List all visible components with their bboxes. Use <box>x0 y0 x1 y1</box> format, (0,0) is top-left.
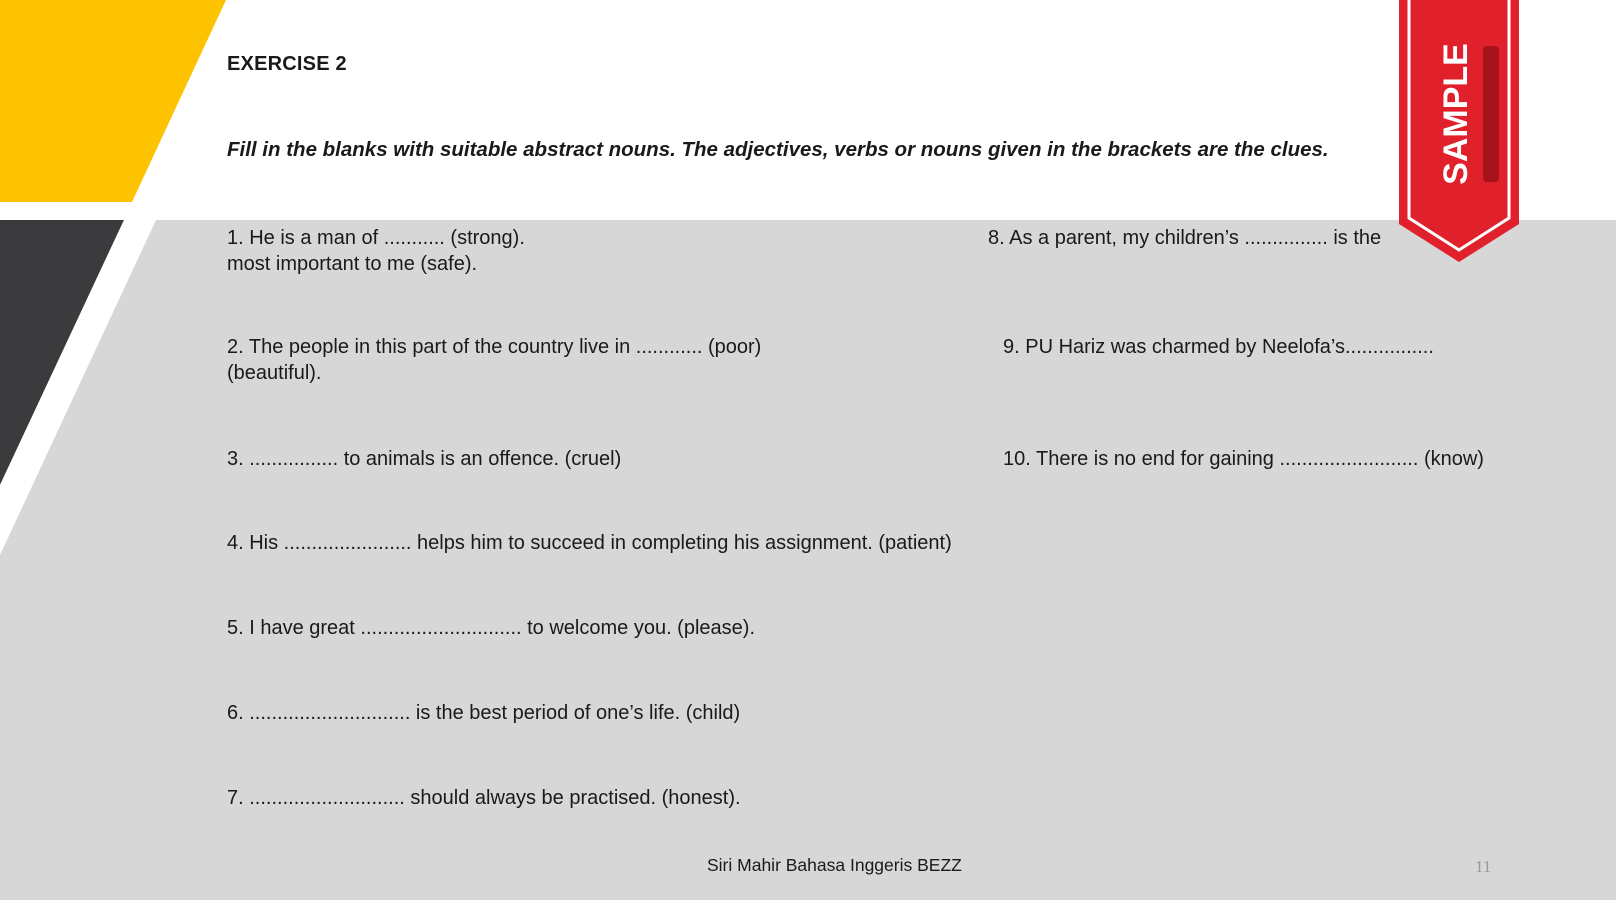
instruction-text: Fill in the blanks with suitable abstract nouns. The adjectives, verbs or nouns given in the brackets are the clues. <box>227 138 1329 161</box>
question-6: 6. ............................. is the best period of one’s life. (child) <box>227 702 741 724</box>
sample-watermark-text: SAMPLE <box>1437 43 1475 185</box>
question-8: 8. As a parent, my children’s ............... is the <box>988 227 1382 249</box>
question-2 <box>227 334 761 386</box>
question-4: 4. His ....................... helps him to succeed in completing his assignment. (patient) <box>227 532 952 554</box>
bottom-edge <box>0 900 1616 904</box>
question-1-line-2: most important to me (safe). <box>227 253 478 275</box>
question-7: 7. ............................ should always be practised. (honest). <box>227 787 741 809</box>
ribbon-tag <box>1483 46 1499 182</box>
question-9: 9. PU Hariz was charmed by Neelofa’s................ <box>1003 336 1434 358</box>
question-5: 5. I have great ............................. to welcome you. (please). <box>227 617 755 639</box>
yellow-stripe <box>0 0 226 202</box>
question-1 <box>227 225 525 277</box>
question-10: 10. There is no end for gaining ......................... (know) <box>1003 448 1484 470</box>
question-2-line-2: (beautiful). <box>227 362 322 384</box>
footer-text: Siri Mahir Bahasa Inggeris BEZZ <box>707 855 962 875</box>
exercise-title: EXERCISE 2 <box>227 53 347 75</box>
question-3: 3. ................ to animals is an offence. (cruel) <box>227 448 622 470</box>
page-number: 11 <box>1475 857 1492 876</box>
question-2-line-1: 2. The people in this part of the country live in ............ (poor) <box>227 336 762 358</box>
question-1-line-1: 1. He is a man of ........... (strong). <box>227 227 525 249</box>
sample-ribbon <box>1397 0 1521 264</box>
